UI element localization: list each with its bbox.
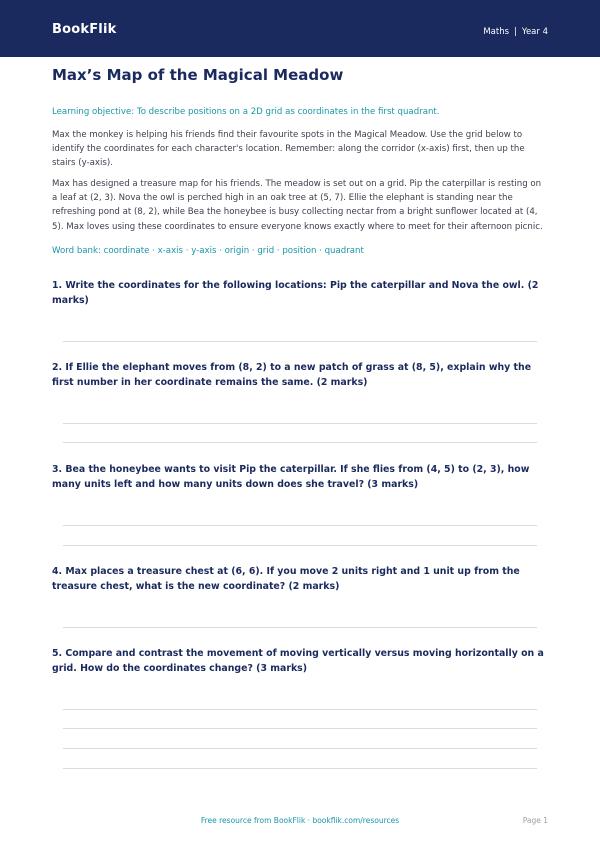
question-1: 1. Write the coordinates for the following locations: Pip the caterpillar and Nova the owl. (2 marks) — [52, 280, 539, 306]
intro-paragraph: Max the monkey is helping his friends find their favourite spots in the Magical Meadow. Use the grid below to identify the coordinates for each character's location. Remember: along the corridor (x-axis) first, then up the stairs (y-axis). — [52, 130, 525, 169]
page-title: Max’s Map of the Magical Meadow — [52, 66, 344, 84]
question-4: 4. Max places a treasure chest at (6, 6). If you move 2 units right and 1 unit up from the treasure chest, what is the new coordinate? (2 marks) — [52, 566, 520, 592]
brand-logo[interactable]: BookFlik — [52, 22, 117, 37]
story-paragraph: Max has designed a treasure map for his friends. The meadow is set out on a grid. Pip the caterpillar is resting on a leaf at (2, 3). Nova the owl is perched high in an oak tree at (5, 7). Ellie the elephant is standing near the refreshing pond at (8, 2), while Bea the honeybee is busy collecting nectar from a bright sunflower located at (4, 5). Max loves using these coordinates to ensure everyone knows exactly where to meet for their afternoon picnic. — [52, 179, 543, 232]
answer-line[interactable] — [63, 709, 537, 710]
intro-section — [52, 65, 548, 257]
answer-line[interactable] — [63, 545, 537, 546]
subject-label: Maths — [483, 27, 510, 37]
answer-line[interactable] — [63, 442, 537, 443]
answer-line[interactable] — [63, 627, 537, 628]
answer-line[interactable] — [63, 423, 537, 424]
page-header — [0, 0, 600, 57]
question-2: 2. If Ellie the elephant moves from (8, 2) to a new patch of grass at (8, 5), explain why the first number in her coordinate remains the same. (2 marks) — [52, 362, 532, 388]
subject-year: Maths | Year 4 — [483, 27, 548, 37]
answer-line[interactable] — [63, 748, 537, 749]
answer-line[interactable] — [63, 525, 537, 526]
answer-line[interactable] — [63, 728, 537, 729]
year-label: Year 4 — [521, 27, 548, 37]
question-5: 5. Compare and contrast the movement of moving vertically versus moving horizontally on a grid. How do the coordinates change? (3 marks) — [52, 648, 544, 674]
answer-line[interactable] — [63, 341, 537, 342]
question-3: 3. Bea the honeybee wants to visit Pip the caterpillar. If she flies from (4, 5) to (2, 3), how many units left and how many units down does she travel? (3 marks) — [52, 464, 530, 490]
page-number: Page 1 — [522, 816, 548, 825]
footer-link[interactable]: Free resource from BookFlik · bookflik.com/resources — [200, 816, 400, 825]
learning-objective: Learning objective: To describe positions on a 2D grid as coordinates in the first quadrant. — [52, 107, 440, 117]
answer-line[interactable] — [63, 768, 537, 769]
word-bank: Word bank: coordinate · x-axis · y-axis · origin · grid · position · quadrant — [52, 245, 364, 256]
